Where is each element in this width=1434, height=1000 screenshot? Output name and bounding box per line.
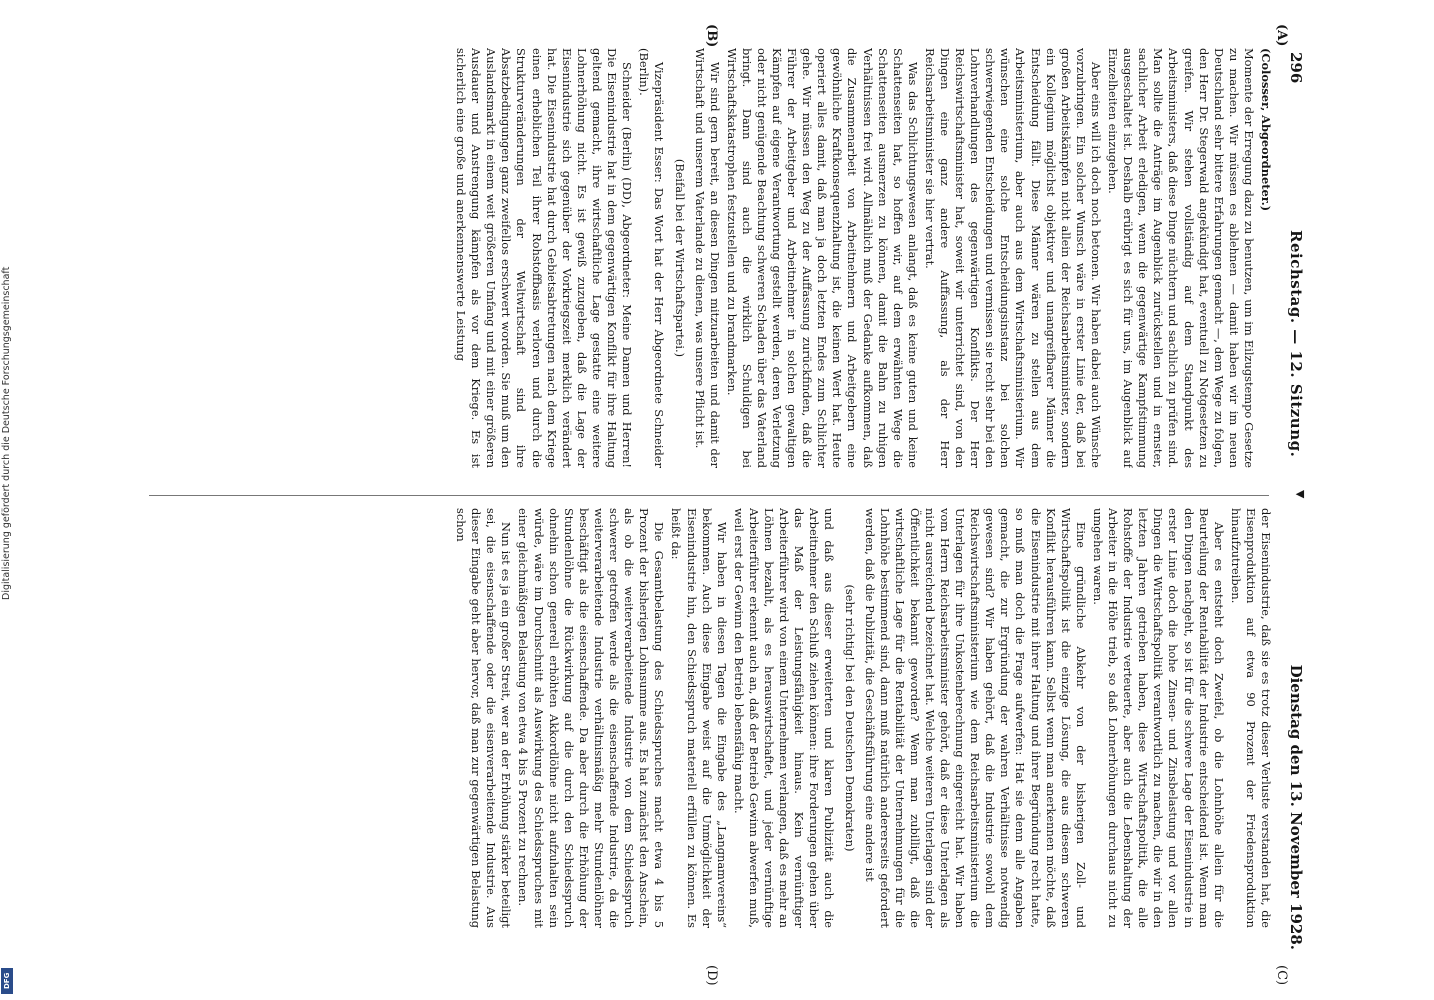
applause-note: (sehr richtig! bei den Deutschen Demokraten) [843, 584, 858, 852]
document-page [129, 24, 1309, 986]
right-column [133, 508, 1273, 928]
column-divider [149, 495, 1269, 496]
paragraph: Schneider (Berlin) (DD), Abgeordneter: Meine Damen und Herren! Die Eisenindustrie hat in dem gegenwärtigen Konflikt für ihre Haltung geltend gemacht, ihre wirtschaftliche Lage gestatte eine weitere Lohnerhöhung nicht. Es ist gewiß zuzugeben, daß die Lage der Eisenindustrie sich gegenüber der Vorkriegszeit merklich verändert hat. Die Eisenindustrie hat durch Gebietsabtretungen nach dem Kriege einen erheblichen Teil ihrer Rohstoffbasis verloren und durch die Strukturveränderungen der Weltwirtschaft sind ihre Absatzbedingungen ganz zweifellos erschwert worden. Sie muß um den Auslandsmarkt in einem weit größeren Umfang und mit einer größeren Ausdauer und Anstrengung kämpfen als vor dem Kriege. Es ist sicherlich eine große und anerkennenswerte Leistung [454, 48, 635, 468]
funding-note: Digitalisierung gefördert durch die Deutsche Forschungsgemeinschaft [1, 266, 12, 600]
page-header [1281, 40, 1309, 960]
arrow-down-icon: ▼ [1294, 490, 1307, 499]
paragraph: Momente der Erregung dazu zu benutzen, um im Eilzugstempo Gesetze zu machen. Wir müssen es ablehnen — damit haben wir im neuen Deutschland sehr bittere Erfahrungen gemacht —, dem Wege zu folgen, den Herr Dr. Stegerwald angekündigt hat, eventuell zu Notgesetzen zu greifen. Wir stehen vollständig auf dem Standpunkt des Arbeitsministers, daß diese Dinge nüchtern und sachlich zu prüfen sind. Man sollte die Anträge im Augenblick zurückstellen und in ernster, sachlicher Arbeit erledigen, wenn die gegenwärtige Kampfstimmung ausgeschaltet ist. Deshalb erübrigt es sich für uns, im Augenblick auf Einzelheiten einzugehen. [1106, 48, 1256, 468]
session-date: Dienstag den 13. November 1928. [1287, 664, 1305, 950]
paragraph: Vizepräsident Esser: Das Wort hat der Herr Abgeordnete Schneider (Berlin). [637, 48, 667, 468]
paragraph: der Eisenindustrie, daß sie es trotz dieser Verluste verstanden hat, die Eisenproduktion auf etwa 90 Prozent der Friedensproduktion hinaufzutreiben. [1228, 508, 1273, 928]
left-column [133, 48, 1273, 468]
page-number: 296 [1287, 52, 1305, 84]
paragraph: Aber es entsteht doch Zweifel, ob die Lohnhöhe allein für die Beurteilung der Rentabilität der Industrie entscheidend ist. Wenn man den Dingen nachgeht, so ist für die schwere Lage der Eisenindustrie in erster Linie doch die hohe Zinsen- und Zinsbelastung und vor allen Dingen die Wirtschaftspolitik verantwortlich zu machen, die wir in den letzten Jahren getrieben haben, diese Wirtschaftspolitik, die alle Rohstoffe der Industrie verteuerte, aber auch die Lebenshaltung der Arbeiter in die Höhe trieb, so daß Lohnerhöhungen durchaus nicht zu umgehen waren. [1090, 508, 1226, 928]
paragraph: Eine gründliche Abkehr von der bisherigen Zoll- und Wirtschaftspolitik ist die einzige Lösung, die aus diesem schweren Konflikt herausführen kann. Selbst wenn man anerkennen möchte, daß die Eisenindustrie mit ihrer Haltung und ihrer Begründung recht hatte, so muß man doch die Frage aufwerfen: Hat sie denn alle Angaben gemacht, die zur Ergründung der wahren Verhältnisse notwendig gewesen sind? Wir haben gehört, daß die Industrie sowohl dem Reichswirtschaftsministerium wie dem Reichsarbeitsministerium die Unterlagen für ihre Unkostenberechnung eingereicht hat. Wir haben vom Herrn Reichsarbeitsminister gehört, daß er diese Unterlagen als nicht ausreichend bezeichnet hat. Welche weiteren Unterlagen sind der Öffentlichkeit bekannt geworden? Wenn man zubilligt, daß die wirtschaftliche Lage für die Rentabilität der Unternehmungen für die Lohnhöhe bestimmend sind, dann muß natürlich andererseits gefordert werden, daß die Publizität, die Geschäftsführung eine andere ist [862, 508, 1088, 928]
running-head: Reichstag. — 12. Sitzung. [1287, 230, 1305, 458]
speaker-head: (Colosser, Abgeordneter.) [1259, 48, 1273, 212]
paragraph: Wir sind gern bereit, an diesen Dingen mitzuarbeiten und damit der Wirtschaft und unserem Vaterlande zu dienen, was unsere Pflicht ist. [692, 48, 722, 468]
dfg-logo: DFG [1, 968, 13, 994]
paragraph: Nun ist es ja ein großer Streit, wer an der Erhöhung stärker beteiligt sei, die eisenschaffende oder die eisenverarbeitende Industrie. Aus dieser Eingabe geht aber hervor, daß man zur gegenwärtigen Belastung schon [454, 508, 514, 928]
paragraph: Was das Schlichtungswesen anlangt, daß es keine guten und keine Schattenseiten hat, so hoffen wir, auf dem erwähnten Wege die Schattenseiten ausmerzen zu können, damit die Bahn zu ruhigen Verhältnissen frei wird. Allmählich muß der Gedanke aufkommen, daß die Zusammenarbeit von Arbeitnehmern und Arbeitgebern eine gewöhnliche Kraftkonsequenzhaltung ist, die keinen Wert hat. Heute operiert alles damit, daß man ja doch letzten Endes zum Schlichter gehe. Wir müssen den Weg zu der Auffassung zurückfinden, daß die Führer der Arbeitgeber und Arbeitnehmer in solchen gewaltigen Kämpfen auf eigene Verantwortung gestellt werden, deren Verletzung oder nicht genügende Beachtung schweren Schaden über das Vaterland bringt. Dann sind auch die wirklich Schuldigen bei Wirtschaftskatastrophen festzustellen und zu brandmarken. [724, 48, 920, 468]
paragraph: und daß aus dieser erweiterten und klaren Publizität auch die Arbeitnehmer den Schluß ziehen können: ihre Forderungen gehen über das Maß der Leistungsfähigkeit hinaus. Kein vernünftiger Arbeiterführer wird von einem Unternehmen verlangen, daß es mehr an Löhnen bezahlt, als es herauswirtschaftet, und jeder vernünftige Arbeiterführer erkennt auch an, daß der Betrieb Gewinn abwerfen muß, weil erst der Gewinn den Betrieb lebensfähig macht. [731, 508, 837, 928]
quoted-paragraph: Die Gesamtbelastung des Schiedsspruches macht etwa 4 bis 5 Prozent der bisherigen Lohnsumme aus. Es hat zunächst den Anschein, als ob die weiterverarbeitende Industrie von dem Schiedsspruch schwerer getroffen werde als die eisenschaffende Industrie, da die weiterverarbeitende Industrie verhältnismäßig mehr Stundenlöhner beschäftigt als die eisenschaffende. Da aber durch die Erhöhung der Stundenlöhne die Rückwirkung auf die durch den Schiedsspruch ohnehin schon generell erhöhten Akkordlöhne nicht aufzuhalten sein würde, wäre im Durchschnitt als Auswirkung des Schiedsspruches mit einer gleichmäßigen Belastung von etwa 4 bis 5 Prozent zu rechnen. [516, 508, 667, 928]
margin-marker-a: (A) [1274, 24, 1289, 47]
paragraph: Aber eins will ich doch noch betonen. Wir haben dabei auch Wünsche vorzubringen. Ein solcher Wunsch wäre in erster Linie der, daß bei großen Arbeitskämpfen nicht allein der Reichsarbeitsminister, sondern ein Kollegium möglichst objektiver und unangreifbarer Männer die Entscheidung fällt. Diese Männer wären zu stellen aus dem Arbeitsministerium, aber auch aus dem Wirtschaftsministerium. Wir wünschen eine solche Entscheidungsinstanz bei solchen schwerwiegenden Entscheidungen und vermissen sie recht sehr bei den Lohnverhandlungen des gegenwärtigen Konflikts. Der Herr Reichswirtschaftsminister hat, soweit wir unterrichtet sind, von den Dingen eine ganz andere Auffassung, als der Herr Reichsarbeitsminister sie hier vertrat. [922, 48, 1103, 468]
applause-note: (Beifall bei der Wirtschaftspartei.) [673, 158, 688, 358]
margin-marker-b: (B) [704, 24, 719, 48]
paragraph: Wir haben in diesen Tagen die Eingabe des „Langnamvereins“ bekommen. Auch diese Eingabe weist auf die Unmöglichkeit der Eisenindustrie hin, den Schiedsspruch materiell erfüllen zu können. Es heißt da: [669, 508, 729, 928]
margin-marker-d: (D) [704, 965, 719, 986]
margin-marker-c: (C) [1274, 965, 1289, 986]
